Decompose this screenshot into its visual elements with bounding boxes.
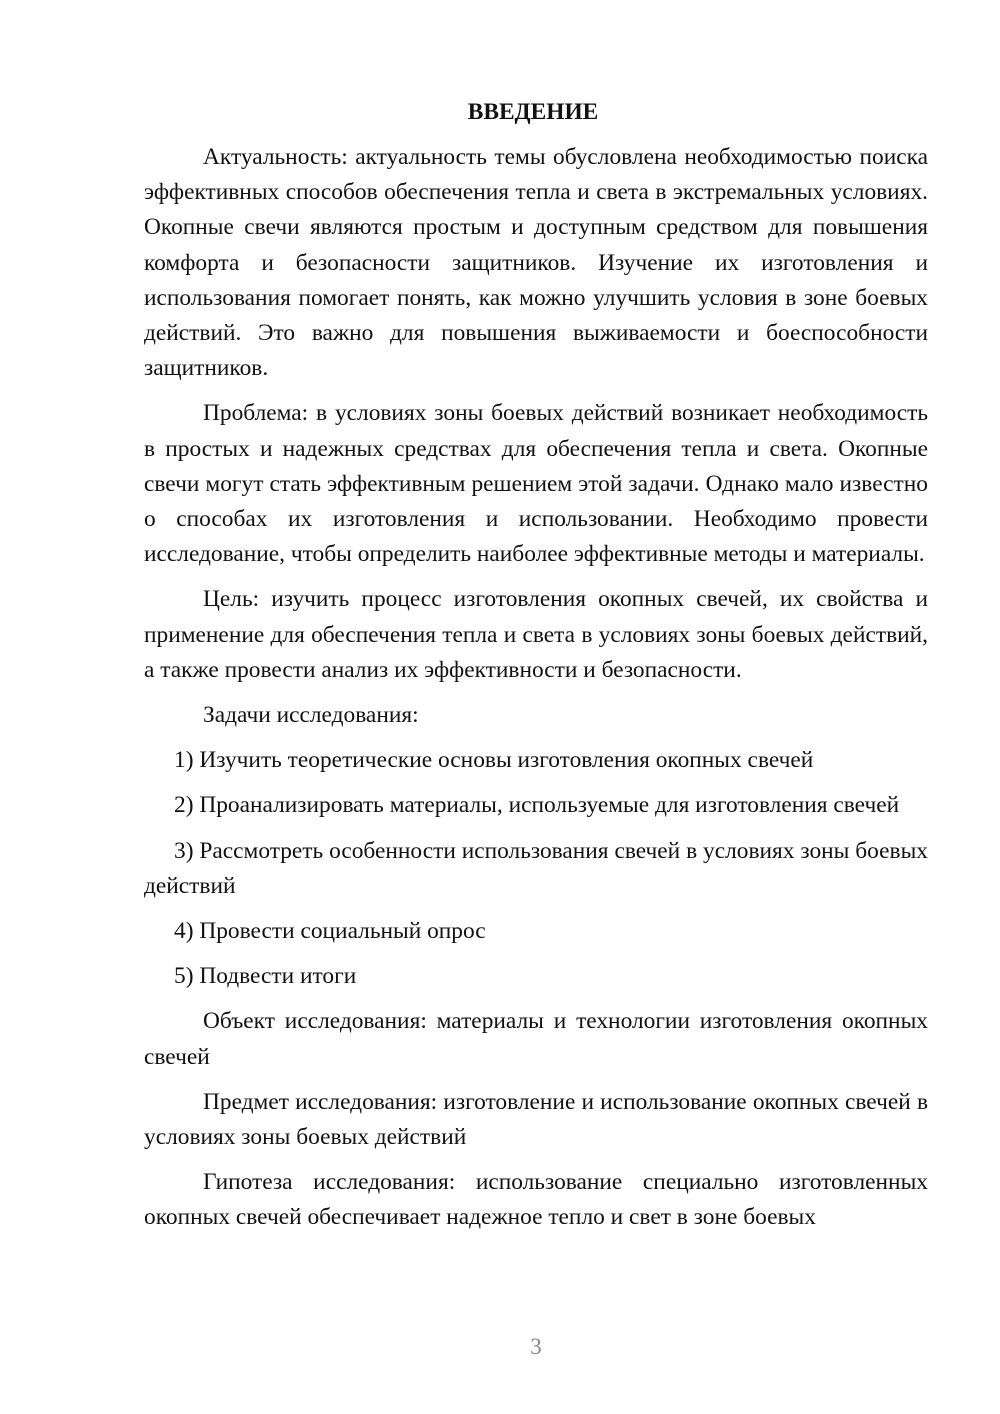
task-item-4: 4) Провести социальный опрос [174,918,486,945]
page-number: 3 [530,1334,542,1359]
paragraph-relevance: Актуальность: актуальность темы обусловлена необходимостью поиска эффективных способов обеспечения тепла и света в экстремальных условиях. Окопные свечи являются простым и доступным средством для повышения комфорта и безопасности защитников. Изучение их изготовления и использования помогает понять, как можно улучшить условия в зоне боевых действий. Это важно для повышения выживаемости и боеспособности защитников. [144,144,928,382]
paragraph-hypothesis: Гипотеза исследования: использование специально изготовленных окопных свечей обеспечивает надежное тепло и свет в зоне боевых [144,1169,928,1231]
page-content [144,95,928,1246]
section-heading: ВВЕДЕНИЕ [467,99,599,125]
paragraph-object: Объект исследования: материалы и технологии изготовления окопных свечей [144,1008,928,1070]
tasks-label: Задачи исследования: [203,702,419,729]
task-item-3: 3) Рассмотреть особенности использования свечей в условиях зоны боевых действий [144,837,928,899]
task-item-2: 2) Проанализировать материалы, используемые для изготовления свечей [174,792,900,819]
paragraph-problem: Проблема: в условиях зоны боевых действий возникает необходимость в простых и надежных средствах для обеспечения тепла и света. Окопные свечи могут стать эффективным решением этой задачи. Однако мало известно о способах их изготовления и использовании. Необходимо провести исследование, чтобы определить наиболее эффективные методы и материалы. [144,400,928,568]
paragraph-goal: Цель: изучить процесс изготовления окопных свечей, их свойства и применение для обеспечения тепла и света в условиях зоны боевых действий, а также провести анализ их эффективности и безопасности. [144,586,928,683]
task-item-1: 1) Изучить теоретические основы изготовления окопных свечей [174,747,814,774]
task-item-5: 5) Подвести итоги [174,963,357,990]
paragraph-subject: Предмет исследования: изготовление и использование окопных свечей в условиях зоны боевых действий [144,1088,928,1151]
